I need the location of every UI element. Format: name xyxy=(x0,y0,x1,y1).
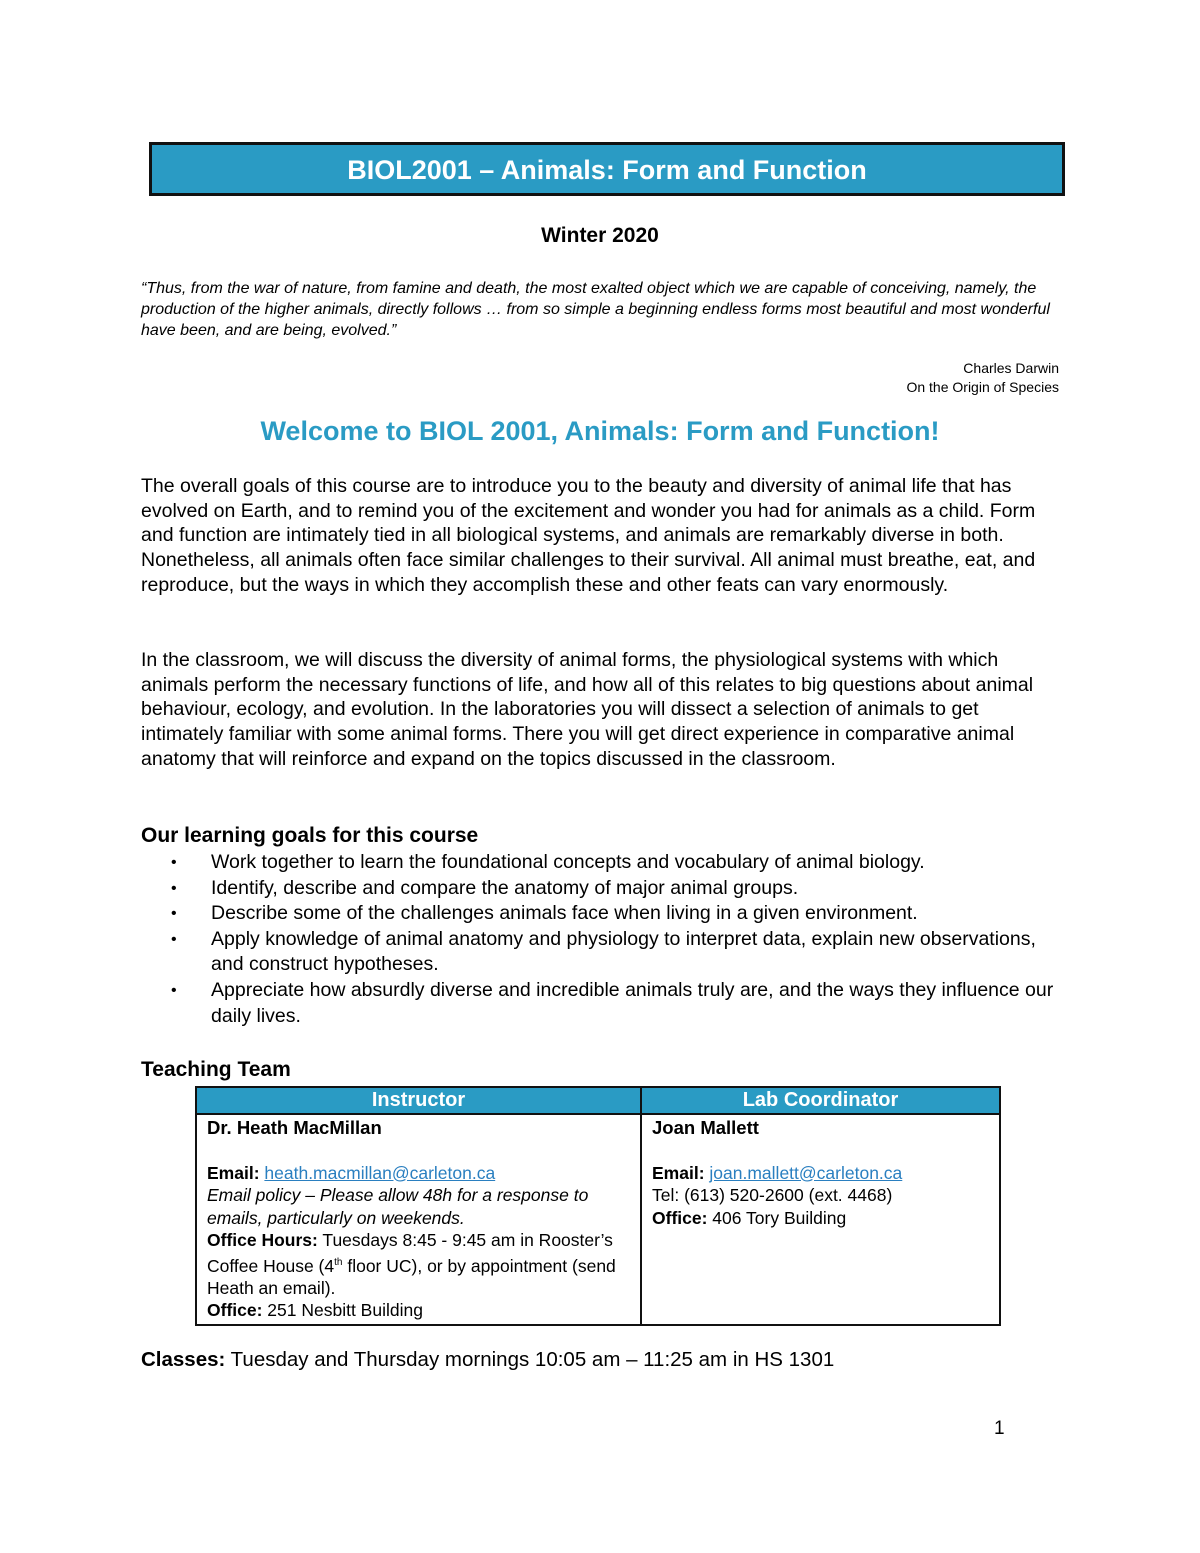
office-hours-label: Office Hours: xyxy=(207,1230,318,1250)
lab-coordinator-cell xyxy=(641,1114,1000,1325)
course-title: BIOL2001 – Animals: Form and Function xyxy=(347,155,867,185)
office-hours: Office Hours: Tuesdays 8:45 - 9:45 am in Rooster’s Coffee House (4th floor UC), or by appointment (send Heath an email). xyxy=(207,1230,616,1298)
coordinator-email-link[interactable]: joan.mallett@carleton.ca xyxy=(709,1162,903,1183)
instructor-email-line xyxy=(207,1162,630,1185)
list-item: • Apply knowledge of animal anatomy and physiology to interpret data, explain new observations, and construct hypotheses. xyxy=(171,927,1036,976)
coordinator-office: Office: 406 Tory Building xyxy=(652,1207,847,1228)
intro-paragraph-2: In the classroom, we will discuss the diversity of animal forms, the physiological systems with which animals perform the necessary functions of life, and how all of this relates to big questions about animal behaviour, ecology, and evolution. In the laboratories you will dissect a selection of animals to get intimately familiar with some animal forms. There you will get direct experience in comparative animal anatomy that will reinforce and expand on the topics discussed in the classroom. xyxy=(141,649,1034,770)
list-item: • Appreciate how absurdly diverse and incredible animals truly are, and the ways they influence our daily lives. xyxy=(171,978,1054,1027)
quote-author: Charles Darwin xyxy=(963,360,1059,376)
classes-label: Classes: xyxy=(141,1348,226,1371)
bullet-icon: • xyxy=(171,879,177,897)
intro-paragraph-1: The overall goals of this course are to introduce you to the beauty and diversity of animal life that has evolved on Earth, and to remind you of the excitement and wonder you had for animals as a child. Form and function are intimately tied in all biological systems, and animals are remarkably diverse in both. Nonetheless, all animals often face similar challenges to their survival. All animal must breathe, eat, and reproduce, but the ways in which they accomplish these and other feats can vary enormously. xyxy=(141,475,1036,596)
darwin-quote: “Thus, from the war of nature, from famine and death, the most exalted object which we are capable of conceiving, namely, the production of the higher animals, directly follows … from so simple a beginning endless forms most beautiful and most wonderful have been, and are being, evolved.” xyxy=(141,280,1050,339)
coordinator-email-line xyxy=(652,1162,989,1185)
email-label: Email: xyxy=(652,1162,705,1183)
instructor-email-link[interactable]: heath.macmillan@carleton.ca xyxy=(264,1162,496,1183)
instructor-header: Instructor xyxy=(196,1087,641,1114)
teaching-team-heading: Teaching Team xyxy=(141,1058,291,1081)
email-label: Email: xyxy=(207,1162,260,1183)
page-number: 1 xyxy=(994,1418,1005,1439)
list-item: • Identify, describe and compare the anatomy of major animal groups. xyxy=(141,876,1066,902)
classes-schedule: Classes: Tuesday and Thursday mornings 10:05 am – 11:25 am in HS 1301 xyxy=(141,1348,835,1371)
quote-source: On the Origin of Species xyxy=(906,379,1059,395)
term-heading: Winter 2020 xyxy=(541,224,659,247)
coordinator-tel: Tel: (613) 520-2600 (ext. 4468) xyxy=(652,1185,893,1205)
table-header-row xyxy=(196,1087,1000,1114)
learning-goals-list xyxy=(141,850,1066,1029)
instructor-office: Office: 251 Nesbitt Building xyxy=(207,1300,423,1321)
office-label: Office: xyxy=(207,1300,263,1321)
welcome-heading: Welcome to BIOL 2001, Animals: Form and Function! xyxy=(260,416,940,446)
list-item: • Describe some of the challenges animals face when living in a given environment. xyxy=(141,901,1066,927)
quote-attribution xyxy=(906,359,1059,397)
learning-goals-heading: Our learning goals for this course xyxy=(141,824,479,847)
list-item: • Work together to learn the foundational concepts and vocabulary of animal biology. xyxy=(141,850,1066,876)
email-policy: Email policy – Please allow 48h for a response to emails, particularly on weekends. xyxy=(207,1185,589,1228)
coordinator-name: Joan Mallett xyxy=(652,1117,759,1138)
bullet-icon: • xyxy=(171,905,177,923)
bullet-icon: • xyxy=(171,854,177,871)
bullet-icon: • xyxy=(171,930,177,948)
instructor-name: Dr. Heath MacMillan xyxy=(207,1117,382,1138)
instructor-cell xyxy=(196,1114,641,1325)
lab-coordinator-header: Lab Coordinator xyxy=(641,1087,1000,1114)
bullet-icon: • xyxy=(171,981,177,999)
course-title-banner xyxy=(149,142,1065,196)
office-label: Office: xyxy=(652,1207,708,1228)
table-row xyxy=(196,1114,1000,1325)
teaching-team-table xyxy=(195,1086,1001,1326)
